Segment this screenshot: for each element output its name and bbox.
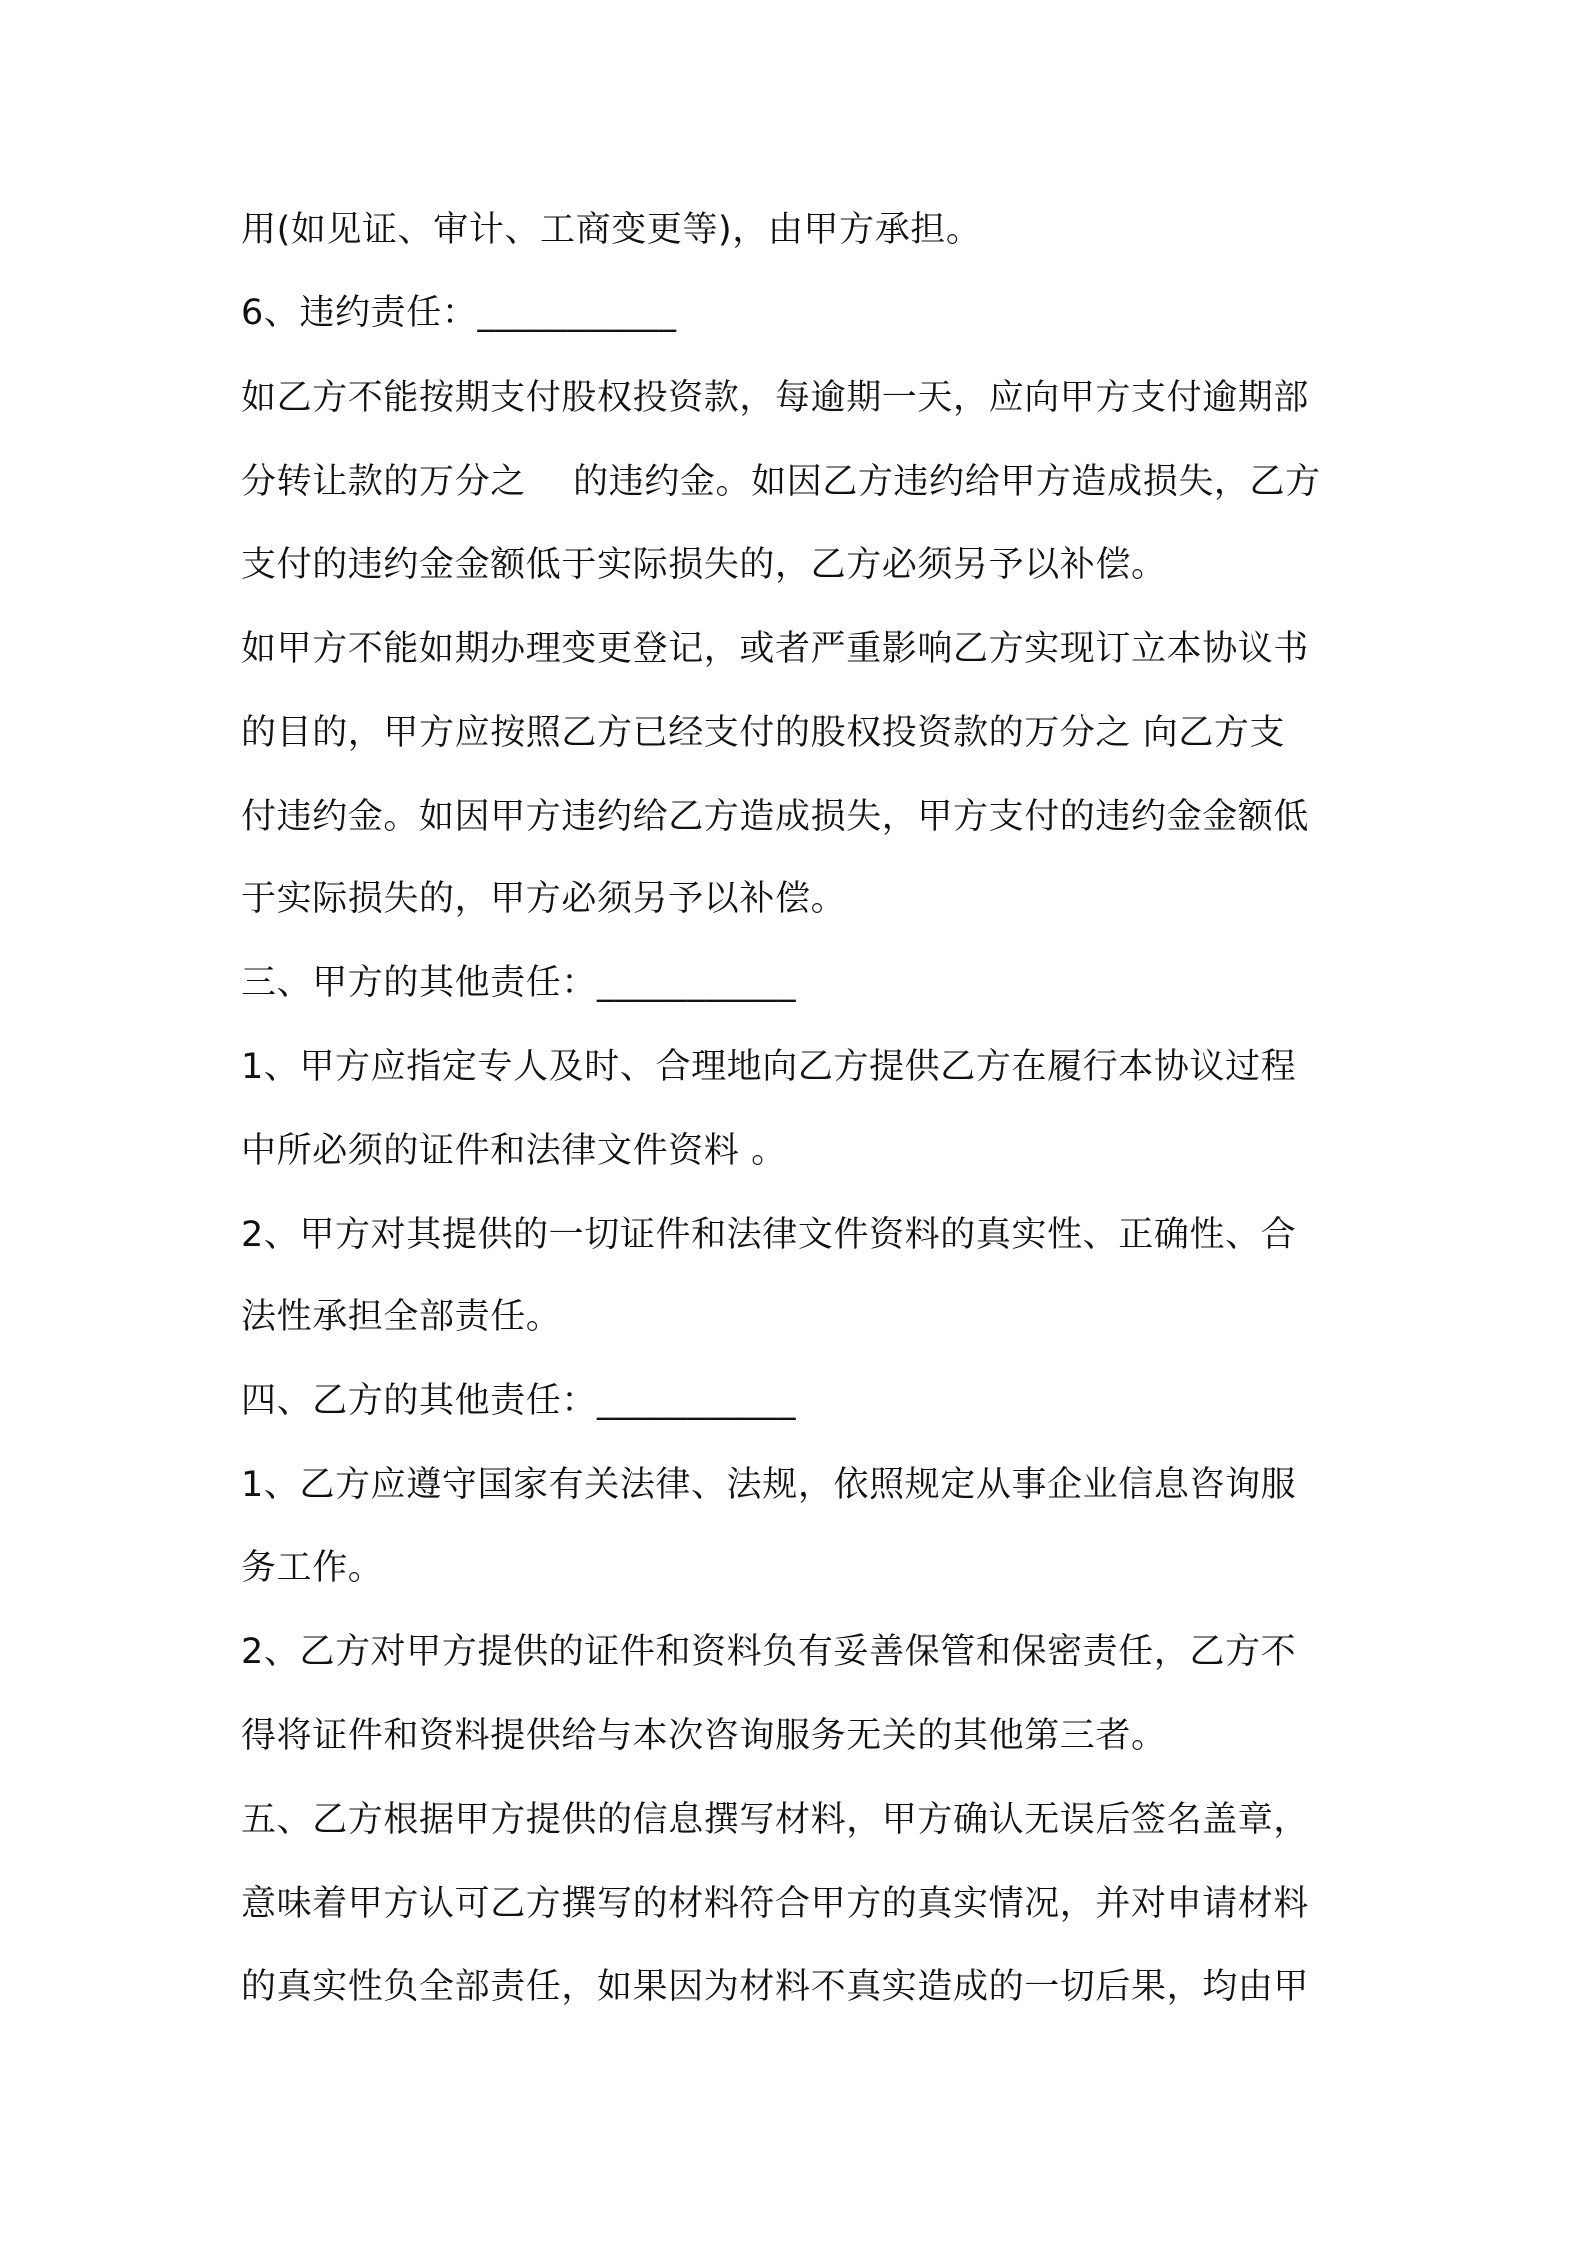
text-line: 用(如见证、审计、工商变更等)，由甲方承担。 (241, 210, 982, 250)
text-line: 如乙方不能按期支付股权投资款，每逾期一天，应向甲方支付逾期部 (241, 378, 1310, 418)
text-line: 支付的违约金金额低于实际损失的，乙方必须另予以补偿。 (241, 545, 1167, 585)
text-line: 分转让款的万分之 的违约金。如因乙方违约给甲方造成损失，乙方 (241, 462, 1321, 502)
text-line: 1、甲方应指定专人及时、合理地向乙方提供乙方在履行本协议过程 (241, 1047, 1297, 1087)
text-line: 如甲方不能如期办理变更登记，或者严重影响乙方实现订立本协议书 (241, 629, 1310, 669)
text-line: 1、乙方应遵守国家有关法律、法规，依照规定从事企业信息咨询服 (241, 1465, 1297, 1505)
text-line: 付违约金。如因甲方违约给乙方造成损失，甲方支付的违约金金额低 (241, 797, 1310, 837)
text-line: 意味着甲方认可乙方撰写的材料符合甲方的真实情况，并对申请材料 (241, 1884, 1310, 1924)
text-line: 务工作。 (241, 1548, 384, 1588)
text-line: 得将证件和资料提供给与本次咨询服务无关的其他第三者。 (241, 1716, 1167, 1756)
text-line: 法性承担全部责任。 (241, 1297, 562, 1337)
text-line: 2、乙方对甲方提供的证件和资料负有妥善保管和保密责任，乙方不 (241, 1632, 1297, 1672)
text-line: 中所必须的证件和法律文件资料 。 (241, 1131, 787, 1171)
text-line: 的目的，甲方应按照乙方已经支付的股权投资款的万分之 向乙方支 (241, 713, 1286, 753)
text-line: 2、甲方对其提供的一切证件和法律文件资料的真实性、正确性、合 (241, 1215, 1297, 1255)
text-line: 6、违约责任：___________ (241, 293, 677, 333)
section-heading: 四、乙方的其他责任：___________ (241, 1381, 797, 1421)
section-heading: 三、甲方的其他责任：___________ (241, 963, 797, 1003)
section-heading: 五、乙方根据甲方提供的信息撰写材料，甲方确认无误后签名盖章， (241, 1800, 1310, 1840)
text-line: 的真实性负全部责任，如果因为材料不真实造成的一切后果，均由甲 (241, 1967, 1310, 2007)
text-line: 于实际损失的，甲方必须另予以补偿。 (241, 879, 847, 919)
